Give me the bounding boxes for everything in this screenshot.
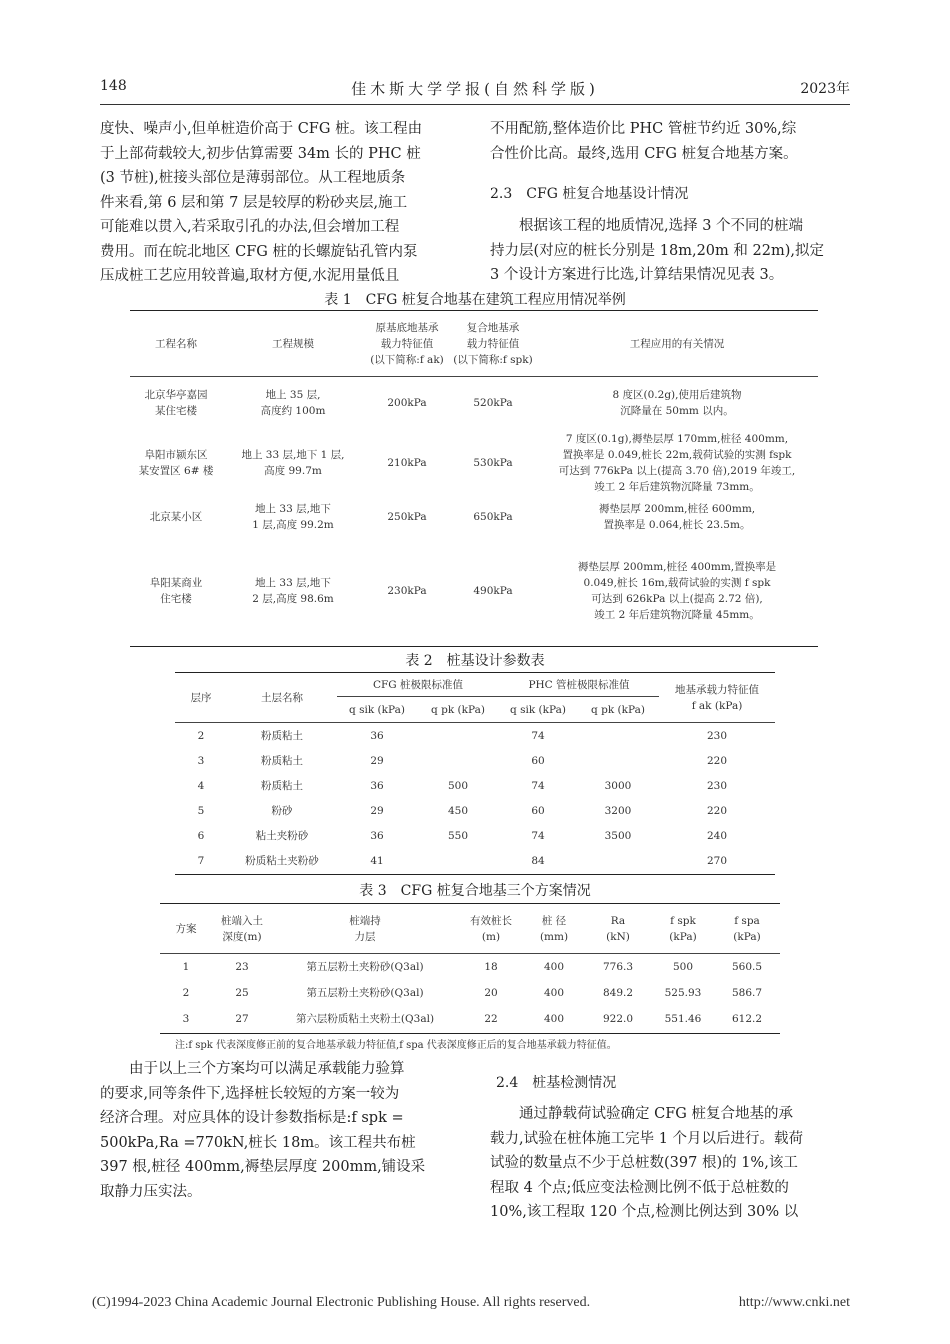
- text-line: 500kPa,Ra =770kN,桩长 18m。该工程共布桩: [100, 1134, 416, 1151]
- cell: 400: [543, 986, 565, 999]
- th-qpk: q pk (kPa): [431, 703, 485, 716]
- cell: [417, 749, 499, 774]
- cell: [536, 429, 818, 497]
- text-line: 经济合理。对应具体的设计参数指标是:f spk =: [100, 1110, 404, 1126]
- cell: 450: [447, 805, 469, 817]
- cell: [536, 377, 818, 429]
- cell: 550: [447, 830, 469, 842]
- text-line: 压成桩工艺应用较普遍,取材方便,水泥用量低且: [100, 268, 400, 284]
- cell: 3000: [604, 780, 632, 792]
- table-row: [160, 954, 780, 980]
- text-line: 持力层(对应的桩长分别是 18m,20m 和 22m),拟定: [490, 242, 824, 259]
- th-layer: 层序: [175, 673, 227, 723]
- table-row: [130, 497, 818, 537]
- cell: 粉砂: [271, 805, 293, 817]
- cell-line: 地上 33 层,地下 1 层,: [241, 448, 345, 461]
- copyright-notice: (C)1994-2023 China Academic Journal Electronic Publishing House. All rights reserved.: [92, 1295, 591, 1310]
- table2-caption: 表 2 桩基设计参数表: [405, 653, 545, 669]
- cell: 3: [197, 755, 205, 767]
- table3-header-row: [160, 904, 780, 954]
- right-column-bottom: [490, 1102, 850, 1225]
- th-line: (mm): [539, 930, 569, 943]
- cell: [417, 849, 499, 875]
- cell-line: 竣工 2 年后建筑物沉降量 45mm。: [594, 609, 760, 622]
- cell: 3500: [604, 830, 632, 842]
- table-row: [175, 849, 775, 875]
- cell: 530kPa: [473, 456, 513, 469]
- text-line: 397 根,桩径 400mm,褥垫层厚度 200mm,铺设采: [100, 1159, 426, 1175]
- cell: 20: [484, 986, 498, 999]
- cell: 200kPa: [387, 396, 427, 409]
- table-row: [175, 799, 775, 824]
- cell-line: 1 层,高度 99.2m: [252, 518, 334, 531]
- th-qsik: q sik (kPa): [510, 703, 566, 716]
- cell-line: 地上 33 层,地下: [255, 577, 331, 590]
- th-line: 桩端入土: [221, 914, 263, 927]
- th-line: f ak (kPa): [691, 699, 743, 712]
- cell: 29: [370, 805, 384, 817]
- th-line: (以下简称:f spk): [453, 353, 533, 366]
- cell: 5: [197, 805, 205, 817]
- cell: 650kPa: [473, 510, 513, 523]
- footer-url[interactable]: http://www.cnki.net: [738, 1295, 850, 1310]
- th-qsik: q sik (kPa): [349, 703, 405, 716]
- cell-line: 可达到 626kPa 以上(提高 2.72 倍),: [591, 593, 763, 606]
- text-line: 件来看,第 6 层和第 7 层是较厚的粉砂夹层,施工: [100, 194, 408, 211]
- th-scale: 工程规模: [272, 337, 314, 350]
- cell-line: 褥垫层厚 200mm,桩径 400mm,置换率是: [577, 561, 777, 574]
- th-cfg: CFG 桩极限标准值: [337, 673, 499, 697]
- cell: [130, 377, 222, 429]
- text-line: 不用配筋,整体造价比 PHC 管桩节约近 30%,综: [490, 121, 797, 137]
- cell: 230kPa: [387, 585, 427, 598]
- th-line: 有效桩长: [470, 914, 512, 927]
- th-ra: [584, 904, 652, 954]
- th-fspa: [714, 904, 780, 954]
- cell: 250kPa: [387, 510, 427, 523]
- text-line: 度快、噪声小,但单桩造价高于 CFG 桩。该工程由: [100, 121, 423, 137]
- cell: 18: [484, 960, 498, 973]
- footer: [92, 1295, 850, 1311]
- cell-line: 高度约 100m: [260, 404, 326, 417]
- cell: 27: [235, 1013, 249, 1026]
- header-rule: [100, 104, 850, 105]
- cell-line: 住宅楼: [160, 593, 192, 606]
- cell: 220: [706, 805, 728, 817]
- cell: 25: [235, 986, 249, 999]
- cell: 36: [370, 830, 384, 842]
- table-row: [160, 1006, 780, 1034]
- cell: [536, 537, 818, 647]
- table-row: [130, 429, 818, 497]
- cell: [222, 497, 364, 537]
- cell: [130, 429, 222, 497]
- cell: 74: [531, 830, 545, 842]
- year: 2023年: [800, 81, 850, 97]
- th-len: [458, 904, 524, 954]
- cell: 230: [706, 729, 728, 742]
- text-line: 试验的数量点不少于总桩数(397 根)的 1%,该工: [490, 1155, 798, 1171]
- cell: 粉质粘土: [261, 780, 303, 792]
- cell: 776.3: [602, 960, 634, 973]
- cell: [222, 429, 364, 497]
- cell: 第五层粉土夹粉砂(Q3al): [306, 986, 424, 999]
- th-line: 深度(m): [222, 930, 262, 943]
- right-column-top: [490, 117, 850, 166]
- text-line: 3 个设计方案进行比选,计算结果情况见表 3。: [490, 267, 784, 283]
- cell: 400: [543, 960, 565, 973]
- cell: 2: [197, 729, 205, 742]
- cell: 北京某小区: [149, 510, 203, 523]
- cell-line: 某住宅楼: [155, 404, 197, 417]
- th-info: 工程应用的有关情况: [629, 337, 725, 350]
- cell: 240: [706, 830, 728, 842]
- th-soil: 土层名称: [227, 673, 337, 723]
- cell: 粉质粘土: [261, 755, 303, 767]
- cell-line: 沉降量在 50mm 以内。: [620, 404, 734, 417]
- th-phc: PHC 管桩极限标准值: [499, 673, 659, 697]
- table1: [130, 310, 818, 647]
- cell-line: 0.049,桩长 16m,载荷试验的实测 f spk: [583, 577, 771, 590]
- cell-line: 地上 33 层,地下: [255, 502, 331, 515]
- text-line: (3 节桩),桩接头部位是薄弱部位。从工程地质条: [100, 170, 406, 186]
- cell: 29: [370, 755, 384, 767]
- cell: 922.0: [602, 1013, 634, 1026]
- th-line: 复合地基承: [466, 321, 520, 334]
- cell: 210kPa: [387, 456, 427, 469]
- text-line: 通过静载荷试验确定 CFG 桩复合地基的承: [519, 1106, 793, 1122]
- cell: 60: [531, 755, 545, 767]
- th-comp: [450, 311, 536, 377]
- cell: 粉质粘土: [261, 729, 303, 742]
- th-line: 原基底地基承: [375, 321, 439, 334]
- cell: 36: [370, 729, 384, 742]
- text-line: 合性价比高。最终,选用 CFG 桩复合地基方案。: [490, 145, 798, 162]
- cell-line: 褥垫层厚 200mm,桩径 600mm,: [598, 502, 756, 515]
- th-layer: [272, 904, 458, 954]
- cell: 612.2: [731, 1013, 763, 1026]
- text-line: 取静力压实法。: [100, 1183, 202, 1200]
- cell: [577, 749, 659, 774]
- cell-line: 阜阳某商业: [149, 577, 203, 590]
- journal-title: 佳木斯大学学报(自然科学版): [351, 80, 599, 98]
- cell: 560.5: [731, 960, 763, 973]
- th-line: 桩 径: [541, 914, 567, 927]
- th-plan: 方案: [175, 922, 197, 935]
- th-fak: [659, 673, 775, 723]
- table-row: [130, 377, 818, 429]
- cell: 粘土夹粉砂: [255, 830, 309, 842]
- th-line: Ra: [610, 914, 626, 927]
- cell: [222, 537, 364, 647]
- cell: 270: [706, 855, 728, 868]
- text-line: 可能难以贯入,若采取引孔的办法,但会增加工程: [100, 219, 400, 235]
- cell: 23: [235, 960, 249, 973]
- cell: 849.2: [602, 986, 634, 999]
- table3-caption: 表 3 CFG 桩复合地基三个方案情况: [359, 883, 591, 899]
- cell: 551.46: [664, 1013, 702, 1026]
- cell: [536, 497, 818, 537]
- cell: 74: [531, 780, 545, 792]
- text-line: 于上部荷载较大,初步估算需要 34m 长的 PHC 桩: [100, 145, 421, 162]
- cell: 22: [484, 1013, 498, 1026]
- cell: 2: [182, 986, 190, 999]
- cell: 490kPa: [473, 585, 513, 598]
- cell: 60: [531, 805, 545, 817]
- table-row: [175, 723, 775, 749]
- cell-line: 7 度区(0.1g),褥垫层厚 170mm,桩径 400mm,: [565, 432, 789, 445]
- cell: [577, 849, 659, 875]
- cell: 220: [706, 755, 728, 767]
- section-heading-2-3: 2.3 CFG 桩复合地基设计情况: [490, 186, 689, 202]
- cell: 7: [197, 855, 205, 868]
- cell-line: 8 度区(0.2g),使用后建筑物: [612, 388, 742, 401]
- cell-line: 竣工 2 年后建筑物沉降量 73mm。: [594, 480, 760, 493]
- cell: 1: [182, 960, 190, 973]
- cell-line: 可达到 776kPa 以上(提高 3.70 倍),2019 年竣工,: [558, 464, 796, 477]
- left-column-bottom: [100, 1057, 462, 1204]
- cell: 84: [531, 855, 545, 868]
- cell-line: 置换率是 0.049,桩长 22m,载荷试验的实测 fspk: [562, 448, 792, 461]
- cell: 6: [197, 830, 205, 842]
- table-row: [175, 749, 775, 774]
- th-fspk: [652, 904, 714, 954]
- cell: 500: [672, 960, 694, 973]
- th-line: f spa: [734, 914, 760, 927]
- table-row: [175, 824, 775, 849]
- cell: 400: [543, 1013, 565, 1026]
- cell: 230: [706, 780, 728, 792]
- cell-line: 阜阳市颍东区: [144, 448, 208, 461]
- table1-caption: 表 1 CFG 桩复合地基在建筑工程应用情况举例: [324, 292, 626, 308]
- th-line: 载力特征值: [466, 337, 520, 350]
- table1-header-row: [130, 311, 818, 377]
- cell: 74: [531, 729, 545, 742]
- cell-line: 某安置区 6# 楼: [138, 464, 214, 477]
- cell: 41: [370, 855, 384, 868]
- th-line: 地基承载力特征值: [675, 683, 759, 696]
- cell: 520kPa: [473, 396, 513, 409]
- cell-line: 地上 35 层,: [265, 388, 321, 401]
- cell: [222, 377, 364, 429]
- table3-note: 注:f spk 代表深度修正前的复合地基承载力特征值,f spa 代表深度修正后的复合地基承载力特征值。: [175, 1040, 617, 1051]
- th-line: (kPa): [669, 930, 697, 943]
- th-orig: [364, 311, 450, 377]
- cell: 粉质粘土夹粉砂: [245, 855, 319, 868]
- table2: [175, 672, 775, 875]
- th-depth: [212, 904, 272, 954]
- running-header: [100, 78, 850, 104]
- cell: [577, 723, 659, 749]
- table2-header-row: [175, 673, 775, 697]
- th-line: f spk: [670, 914, 696, 927]
- th-name: 工程名称: [155, 337, 197, 350]
- cell-line: 高度 99.7m: [264, 464, 322, 477]
- cell-line: 北京华亭嘉园: [144, 388, 208, 401]
- cell-line: 置换率是 0.064,桩长 23.5m。: [603, 518, 751, 531]
- text-line: 载力,试验在桩体施工完毕 1 个月以后进行。载荷: [490, 1130, 804, 1147]
- th-dia: [524, 904, 584, 954]
- cell-line: 2 层,高度 98.6m: [252, 593, 334, 606]
- th-line: 桩端持: [349, 914, 381, 927]
- cell: 3200: [604, 805, 632, 817]
- cell: 第五层粉土夹粉砂(Q3al): [306, 960, 424, 973]
- cell: [417, 723, 499, 749]
- th-line: 载力特征值: [380, 337, 434, 350]
- text-line: 根据该工程的地质情况,选择 3 个不同的桩端: [519, 218, 804, 234]
- table-row: [130, 537, 818, 647]
- text-line: 10%,该工程取 120 个点,检测比例达到 30% 以: [490, 1204, 799, 1220]
- th-line: (以下简称:f ak): [370, 353, 444, 366]
- text-line: 的要求,同等条件下,选择桩长较短的方案一较为: [100, 1085, 400, 1102]
- cell: 第六层粉质粘土夹粉土(Q3al): [295, 1013, 435, 1026]
- table-row: [175, 774, 775, 799]
- th-line: 力层: [354, 930, 376, 943]
- table-row: [160, 980, 780, 1006]
- cell: 4: [197, 780, 205, 792]
- right-column-para: [490, 214, 850, 288]
- cell: 500: [447, 780, 469, 792]
- cell: 3: [182, 1013, 190, 1026]
- section-heading-2-4: 2.4 桩基检测情况: [496, 1075, 617, 1091]
- cell: [130, 537, 222, 647]
- th-line: (kPa): [733, 930, 761, 943]
- left-column-top: [100, 117, 462, 289]
- text-line: 由于以上三个方案均可以满足承载能力验算: [129, 1061, 405, 1077]
- page-number: 148: [100, 78, 127, 94]
- th-line: (m): [481, 930, 501, 943]
- text-line: 费用。而在皖北地区 CFG 桩的长螺旋钻孔管内泵: [100, 243, 418, 260]
- cell: 36: [370, 780, 384, 792]
- th-line: (kN): [606, 930, 630, 943]
- text-line: 程取 4 个点;低应变法检测比例不低于总桩数的: [490, 1179, 789, 1196]
- th-qpk: q pk (kPa): [591, 703, 645, 716]
- cell: 525.93: [664, 986, 702, 999]
- table3: [160, 903, 780, 1034]
- cell: 586.7: [731, 986, 763, 999]
